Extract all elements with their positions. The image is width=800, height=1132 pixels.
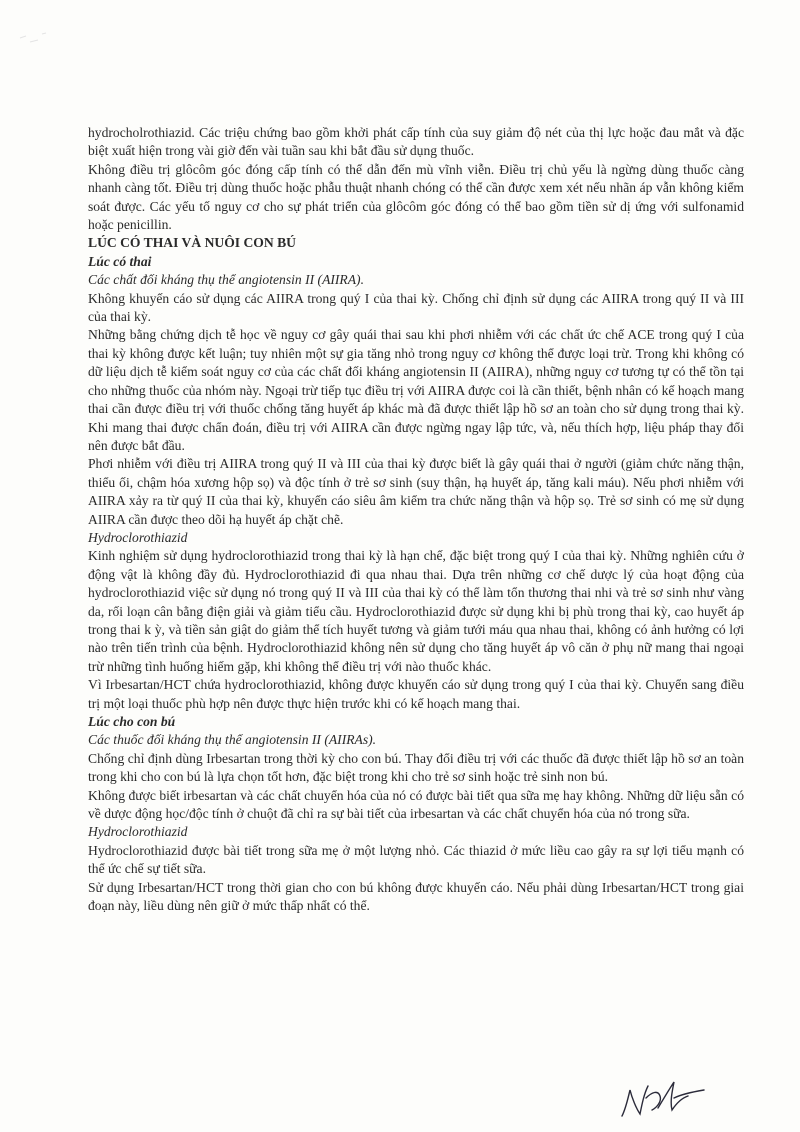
paragraph: Kinh nghiệm sử dụng hydroclorothiazid trong thai kỳ là hạn chế, đặc biệt trong quý I của thai kỳ. Những nghiên cứu ở động vật là không đầy đủ. Hydroclorothiazid đi qua nhau thai. Dựa trên những cơ chế dược lý của hoạt động của hydroclorothiazid việc sử dụng nó trong quý II và III của thai kỳ có thể làm tổn thương thai nhi và trẻ sơ sinh như vàng da, rối loạn cân bằng điện giải và giảm tiểu cầu. Hydroclorothiazid được sử dụng khi bị phù trong thai kỳ, cao huyết áp trong thai k ỳ, và tiền sản giật do giảm thể tích huyết tương và giảm tưới máu qua nhau thai, không có ảnh hưởng có lợi nào trên tiến trình của bệnh. Hydroclorothiazid không nên sử dụng cho tăng huyết áp vô căn ở phụ nữ mang thai ngoại trừ những tình huống hiếm gặp, khi không thể điều trị với nào thuốc khác. [88, 548, 744, 674]
scan-mark [16, 28, 56, 56]
paragraph: Sử dụng Irbesartan/HCT trong thời gian cho con bú không được khuyến cáo. Nếu phải dùng Irbesartan/HCT trong giai đoạn này, liều dùng nên giữ ở mức thấp nhất có thể. [88, 879, 744, 914]
paragraph: Không khuyến cáo sử dụng các AIIRA trong quý I của thai kỳ. Chống chỉ định sử dụng các AIIRA trong quý II và III của thai kỳ. [88, 290, 744, 325]
paragraph: Vì Irbesartan/HCT chứa hydroclorothiazid, không được khuyến cáo sử dụng trong quý I của thai kỳ. Chuyển sang điều trị một loại thuốc phù hợp nên được thực hiện trước khi có kế hoạch mang thai. [88, 677, 744, 711]
document-body [88, 124, 744, 915]
paragraph: Không được biết irbesartan và các chất chuyển hóa của nó có được bài tiết qua sữa mẹ hay không. Những dữ liệu sẵn có về dược động học/độc tính ở chuột đã chỉ ra sự bài tiết của irbesartan và các chất chuyển hóa của nó trong sữa. [88, 787, 744, 822]
paragraph: Không điều trị glôcôm góc đóng cấp tính có thể dẫn đến mù vĩnh viễn. Điều trị chủ yếu là ngừng dùng thuốc càng nhanh càng tốt. Điều trị dùng thuốc hoặc phẫu thuật nhanh chóng có thể cần được xem xét nếu nhãn áp vẫn không kiểm soát được. Các yếu tố nguy cơ cho sự phát triển của glôcôm góc đóng có thể bao gồm tiền sử dị ứng với sulfonamid hoặc penicillin. [88, 161, 744, 233]
subheading-breastfeeding: Lúc cho con bú [88, 714, 176, 729]
paragraph: Phơi nhiễm với điều trị AIIRA trong quý II và III của thai kỳ được biết là gây quái thai ở người (giảm chức năng thận, thiểu ối, chậm hóa xương hộp sọ) và độc tính ở trẻ sơ sinh (suy thận, hạ huyết áp, tăng kali máu). Nếu phơi nhiễm với AIIRA xảy ra từ quý II của thai kỳ, khuyến cáo siêu âm kiểm tra chức năng thận và hộp sọ. Trẻ sơ sinh có mẹ sử dụng AIIRA cần được theo dõi hạ huyết áp chặt chẽ. [88, 456, 744, 527]
subheading-aiiras: Các thuốc đối kháng thụ thể angiotensin II (AIIRAs). [88, 732, 377, 748]
paragraph: Những bằng chứng dịch tễ học về nguy cơ gây quái thai sau khi phơi nhiễm với các chất ức chế ACE trong quý I của thai kỳ không được kết luận; tuy nhiên một sự gia tăng nhỏ trong nguy cơ không thể được loại trừ. Trong khi không có dữ liệu dịch tễ kiểm soát nguy cơ của các chất đối kháng angiotensin II (AIIRA), những nguy cơ tương tự có thể tồn tại cho những thuốc của nhóm này. Ngoại trừ tiếp tục điều trị với AIIRA được coi là cần thiết, bệnh nhân có kế hoạch mang thai cần được điều trị với thuốc chống tăng huyết áp khác mà đã được thiết lập hồ sơ an toàn cho sử dụng trong thai kỳ. Khi mang thai được chẩn đoán, điều trị với AIIRA cần được ngừng ngay lập tức, và, nếu thích hợp, liệu pháp thay đổi nên được bắt đầu. [88, 327, 744, 453]
subheading-aiira: Các chất đối kháng thụ thể angiotensin II (AIIRA). [88, 272, 364, 288]
subheading-hydroclorothiazid: Hydroclorothiazid [88, 529, 188, 545]
subheading-pregnancy: Lúc có thai [88, 253, 152, 269]
paragraph: Chống chỉ định dùng Irbesartan trong thời kỳ cho con bú. Thay đổi điều trị với các thuốc đã được thiết lập hồ sơ an toàn trong khi cho con bú là lựa chọn tốt hơn, đặc biệt trong khi cho trẻ sơ sinh hoặc trẻ sinh non bú. [88, 750, 744, 785]
handwritten-signature [612, 1068, 712, 1128]
subheading-hydroclorothiazid: Hydroclorothiazid [88, 824, 188, 840]
paragraph: Hydroclorothiazid được bài tiết trong sữa mẹ ở một lượng nhỏ. Các thiazid ở mức liều cao gây ra sự lợi tiểu mạnh có thể ức chế sự tiết sữa. [88, 842, 744, 877]
paragraph: hydrocholrothiazid. Các triệu chứng bao gồm khởi phát cấp tính của suy giảm độ nét của thị lực hoặc đau mắt và đặc biệt xuất hiện trong vài giờ đến vài tuần sau khi bắt đầu sử dụng thuốc. [88, 125, 744, 159]
section-heading: LÚC CÓ THAI VÀ NUÔI CON BÚ [88, 235, 296, 251]
